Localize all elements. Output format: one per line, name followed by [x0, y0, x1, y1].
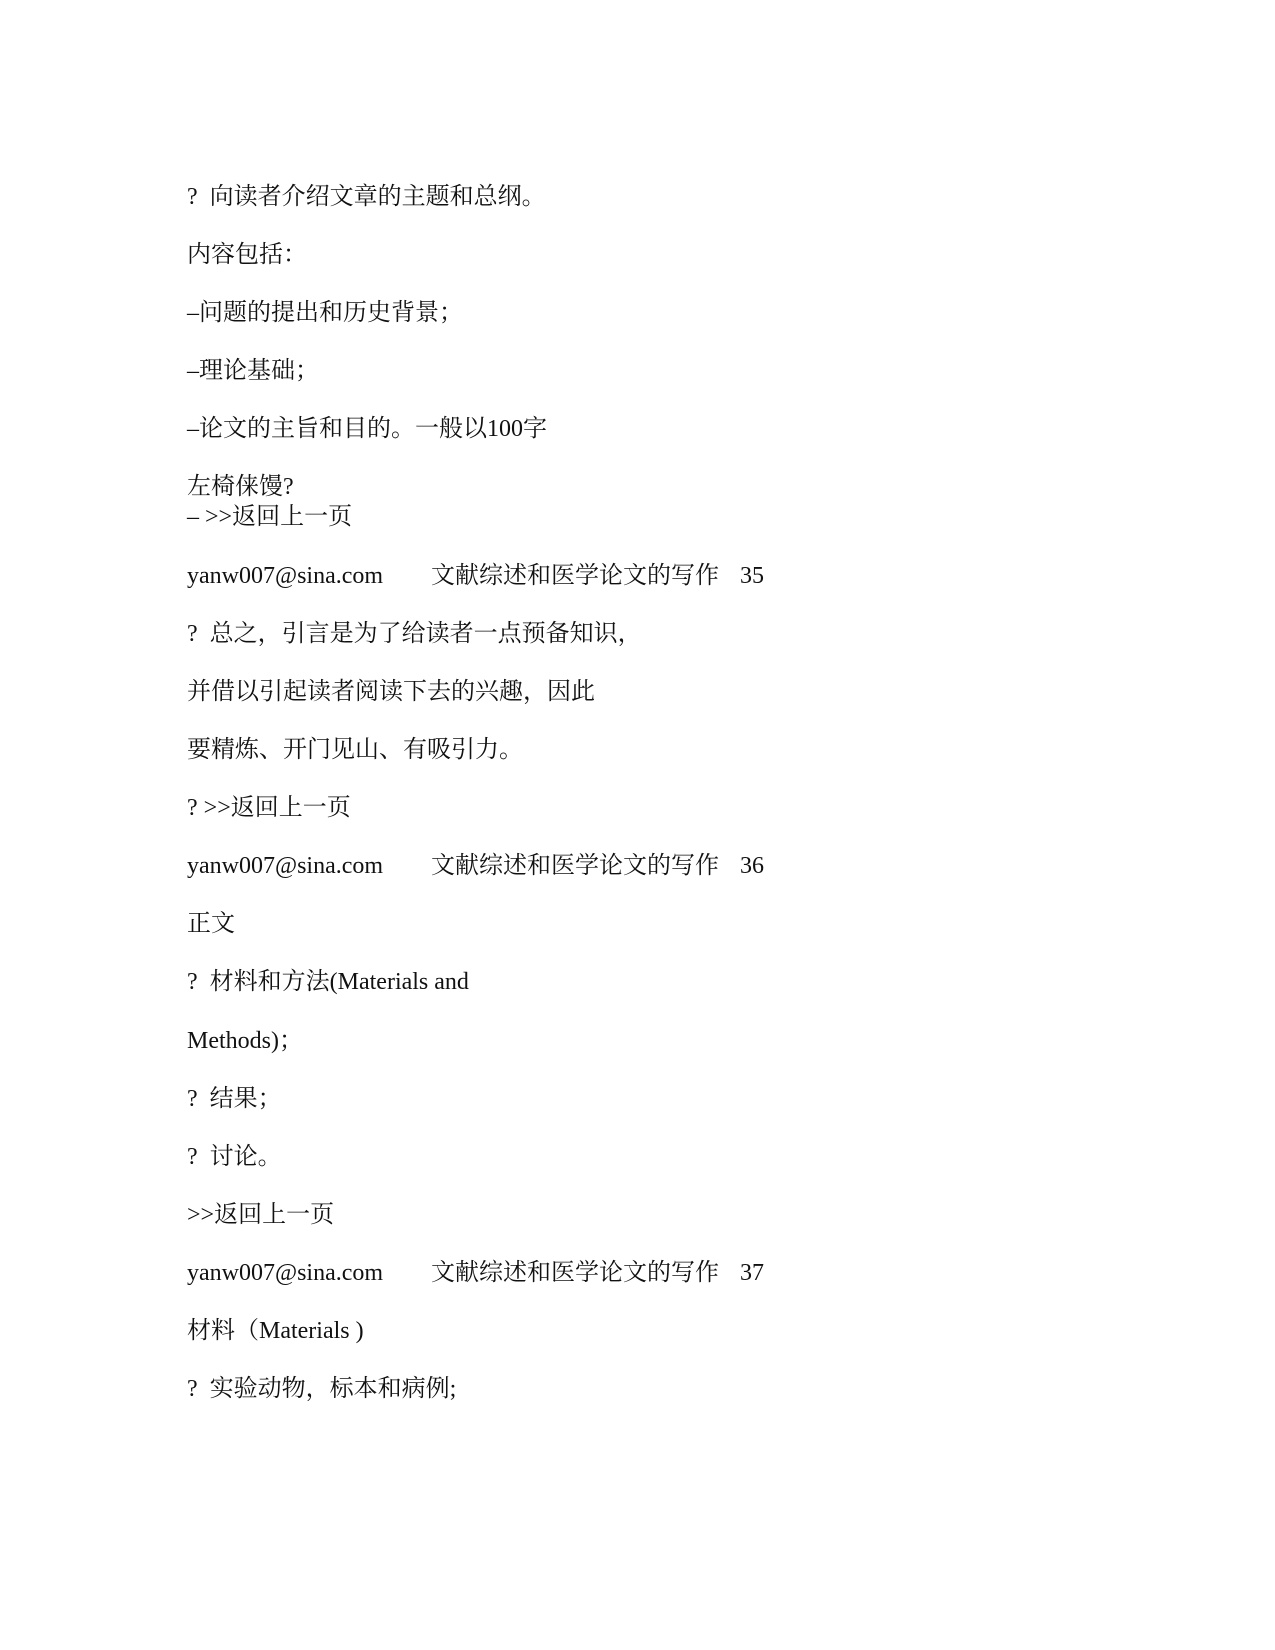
section-heading-body: 正文 [187, 911, 235, 937]
section-heading-materials: 材料（Materials ) [187, 1318, 364, 1344]
bullet-materials-methods: ? 材料和方法(Materials and [187, 969, 469, 995]
summary-bullet: ? 总之，引言是为了给读者一点预备知识， [187, 621, 642, 647]
back-link-3[interactable]: >>返回上一页 [187, 1202, 335, 1228]
bullet-materials-methods-cont: Methods)； [187, 1028, 303, 1054]
footer-email-37: yanw007@sina.com [187, 1260, 384, 1286]
garbled-text-line: 左椅俫馒? [187, 474, 294, 500]
summary-continuation-2: 要精炼、开门见山、有吸引力。 [187, 737, 523, 763]
summary-continuation-1: 并借以引起读者阅读下去的兴趣，因此 [187, 679, 595, 705]
bullet-results: ? 结果； [187, 1086, 282, 1112]
content-includes-heading: 内容包括： [187, 242, 307, 268]
list-item-theory: –理论基础； [187, 358, 319, 384]
footer-title-37: 文献综述和医学论文的写作 [431, 1260, 719, 1286]
footer-title-36: 文献综述和医学论文的写作 [431, 853, 719, 879]
footer-page-number-35: 35 [740, 563, 764, 589]
footer-page-number-37: 37 [740, 1260, 764, 1286]
footer-page-number-36: 36 [740, 853, 764, 879]
back-link-2[interactable]: ? >>返回上一页 [187, 795, 351, 821]
intro-bullet-topic: ? 向读者介绍文章的主题和总纲。 [187, 184, 546, 210]
list-item-background: –问题的提出和历史背景； [187, 300, 463, 326]
bullet-experimental-subjects: ? 实验动物，标本和病例; [187, 1376, 457, 1402]
footer-title-35: 文献综述和医学论文的写作 [431, 563, 719, 589]
back-link-1[interactable]: – >>返回上一页 [187, 504, 353, 530]
footer-email-35: yanw007@sina.com [187, 563, 384, 589]
bullet-discussion: ? 讨论。 [187, 1144, 282, 1170]
footer-email-36: yanw007@sina.com [187, 853, 384, 879]
list-item-purpose: –论文的主旨和目的。一般以100字 [187, 416, 547, 442]
